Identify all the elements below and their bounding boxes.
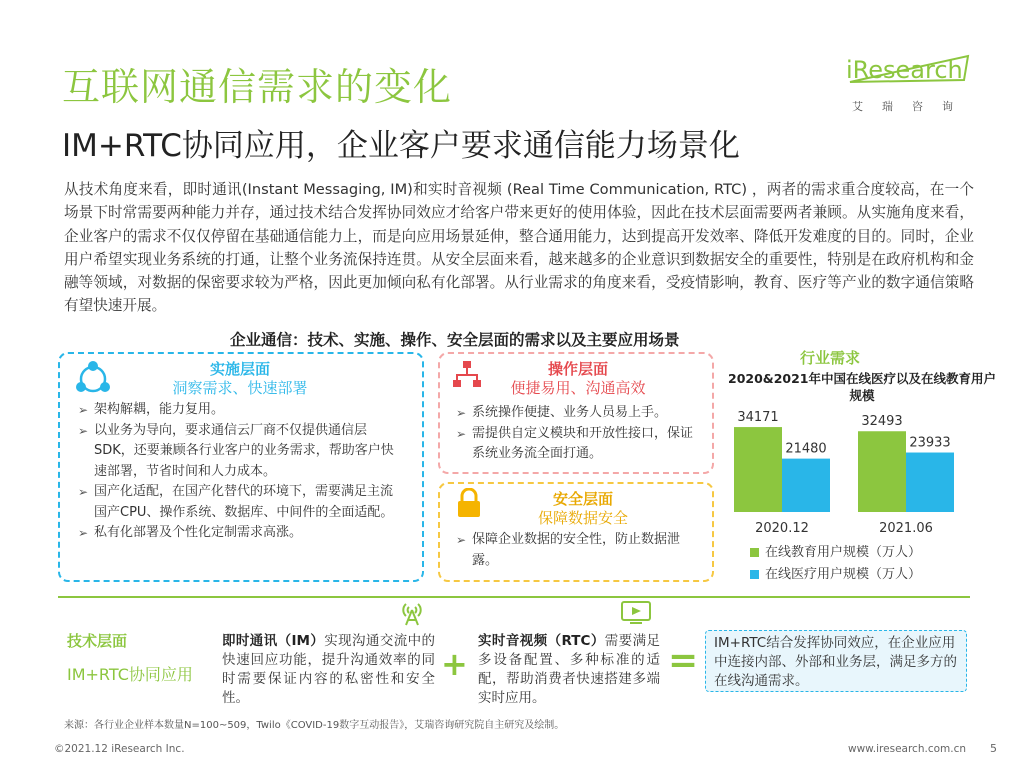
- copyright: ©2021.12 iResearch Inc.: [54, 743, 185, 755]
- legend-education: [750, 541, 921, 560]
- implementation-list: [78, 400, 403, 544]
- tick-label: 2021.06: [879, 521, 933, 536]
- list-item: ➢ 系统操作便捷、业务人员易上手。: [456, 403, 698, 424]
- im-description: [222, 632, 435, 708]
- antenna-icon: [400, 598, 424, 626]
- implementation-header: [140, 360, 340, 398]
- data-label: 34171: [737, 410, 779, 426]
- legend-swatch-green: [750, 548, 759, 557]
- im-text: 实现沟通交流中的快速回应功能，提升沟通效率的同时需要保证内容的私密性和安全性。: [222, 633, 435, 706]
- page-title: 互联网通信需求的变化: [62, 65, 453, 109]
- page-subtitle: IM+RTC协同应用，企业客户要求通信能力场景化: [62, 128, 740, 164]
- list-item: ➢ 需提供自定义模块和开放性接口，保证系统业务流全面打通。: [456, 424, 698, 465]
- logo-text: iResearch: [846, 56, 963, 84]
- rtc-text: 需要满足多设备配置、多种标准的适配，帮助消费者快速搭建多端实时应用。: [478, 633, 661, 706]
- legend-swatch-blue: [750, 570, 759, 579]
- rtc-description: [478, 632, 660, 708]
- iresearch-logo: [846, 54, 976, 114]
- bar: [734, 427, 782, 512]
- im-label: 即时通讯（IM）: [222, 633, 325, 649]
- operation-title: 操作层面: [547, 360, 608, 378]
- legend-medical: [750, 563, 921, 582]
- security-subtitle: 保障数据安全: [537, 509, 628, 527]
- source-note: 来源：各行业企业样本数量N=100~509，Twilo《COVID-19数字互动报告》，艾瑞咨询研究院自主研究及绘制。: [64, 720, 565, 731]
- list-item: ➢ 以业务为导向，要求通信云厂商不仅提供通信层SDK，还要兼顾各行业客户的业务需求，帮助客户快速部署，节省时间和人力成本。: [78, 421, 403, 483]
- security-header: [478, 490, 688, 528]
- tech-subtitle: IM+RTC协同应用: [67, 665, 193, 684]
- implementation-subtitle: 洞察需求、快速部署: [172, 379, 308, 397]
- implementation-title: 实施层面: [209, 360, 270, 378]
- bar: [782, 459, 830, 512]
- plus-sign: +: [441, 645, 468, 683]
- video-monitor-icon: [620, 600, 652, 626]
- list-item: ➢ 保障企业数据的安全性，防止数据泄露。: [456, 530, 696, 571]
- industry-title: 行业需求: [800, 349, 861, 367]
- list-item: ➢ 国产化适配，在国产化替代的环境下，需要满足主流国产CPU、操作系统、数据库、中间件的全面适配。: [78, 482, 403, 523]
- legend-label: 在线医疗用户规模（万人）: [765, 567, 922, 582]
- chart-title: 2020&2021年中国在线医疗以及在线教育用户规模: [728, 371, 996, 403]
- list-item: ➢ 架构解耦，能力复用。: [78, 400, 403, 421]
- legend-label: 在线教育用户规模（万人）: [765, 545, 922, 560]
- intro-paragraph: 从技术角度来看，即时通讯(Instant Messaging, IM)和实时音视频 (Real Time Communication, RTC) ，两者的需求重合度较高，在一个场景下时常需要两种能力并存，通过技术结合发挥协同效应才给客户带来更好的使用体验，因此在技术层面需要两者兼顾。从实施角度来看，企业客户的需求不仅仅停留在基础通信能力上，而是向应用场景延伸，整合通用能力，达到提高开发效率、降低开发难度的目的。同时，企业用户希望实现业务系统的打通，让整个业务流保持连贯。从安全层面来看，越来越多的企业意识到数据安全的重要性，特别是在政府机构和金融等领域，对数据的保密要求较为严格，因此更加倾向私有化部署。从行业需求的角度来看，受疫情影响，教育、医疗等产业的数字通信策略有望快速开展。: [64, 181, 974, 315]
- page-number: 5: [990, 742, 997, 755]
- security-list: [456, 530, 696, 571]
- operation-list: [456, 403, 698, 465]
- data-label: 32493: [861, 414, 903, 430]
- bar: [906, 453, 954, 512]
- tick-label: 2020.12: [755, 521, 809, 536]
- rtc-label: 实时音视频（RTC）: [478, 633, 605, 649]
- diagram-title: 企业通信：技术、实施、操作、安全层面的需求以及主要应用场景: [230, 331, 680, 349]
- bar: [858, 431, 906, 512]
- security-title: 安全层面: [552, 490, 613, 508]
- equals-sign: =: [668, 640, 699, 681]
- logo-subtext: 艾瑞咨询: [852, 100, 972, 113]
- data-label: 21480: [785, 441, 827, 457]
- network-cycle-icon: [74, 360, 112, 398]
- result-box: IM+RTC结合发挥协同效应，在企业应用中连接内部、外部和业务层，满足多方的在线沟通需求。: [705, 630, 967, 692]
- operation-subtitle: 便捷易用、沟通高效: [510, 379, 646, 397]
- logo-swoosh-icon: [842, 50, 978, 88]
- divider: [58, 596, 970, 598]
- user-scale-bar-chart: [722, 400, 982, 540]
- website-url: www.iresearch.com.cn: [848, 743, 967, 755]
- tech-title: 技术层面: [67, 632, 128, 650]
- list-item: ➢ 私有化部署及个性化定制需求高涨。: [78, 523, 403, 544]
- operation-header: [468, 360, 688, 398]
- data-label: 23933: [909, 435, 951, 451]
